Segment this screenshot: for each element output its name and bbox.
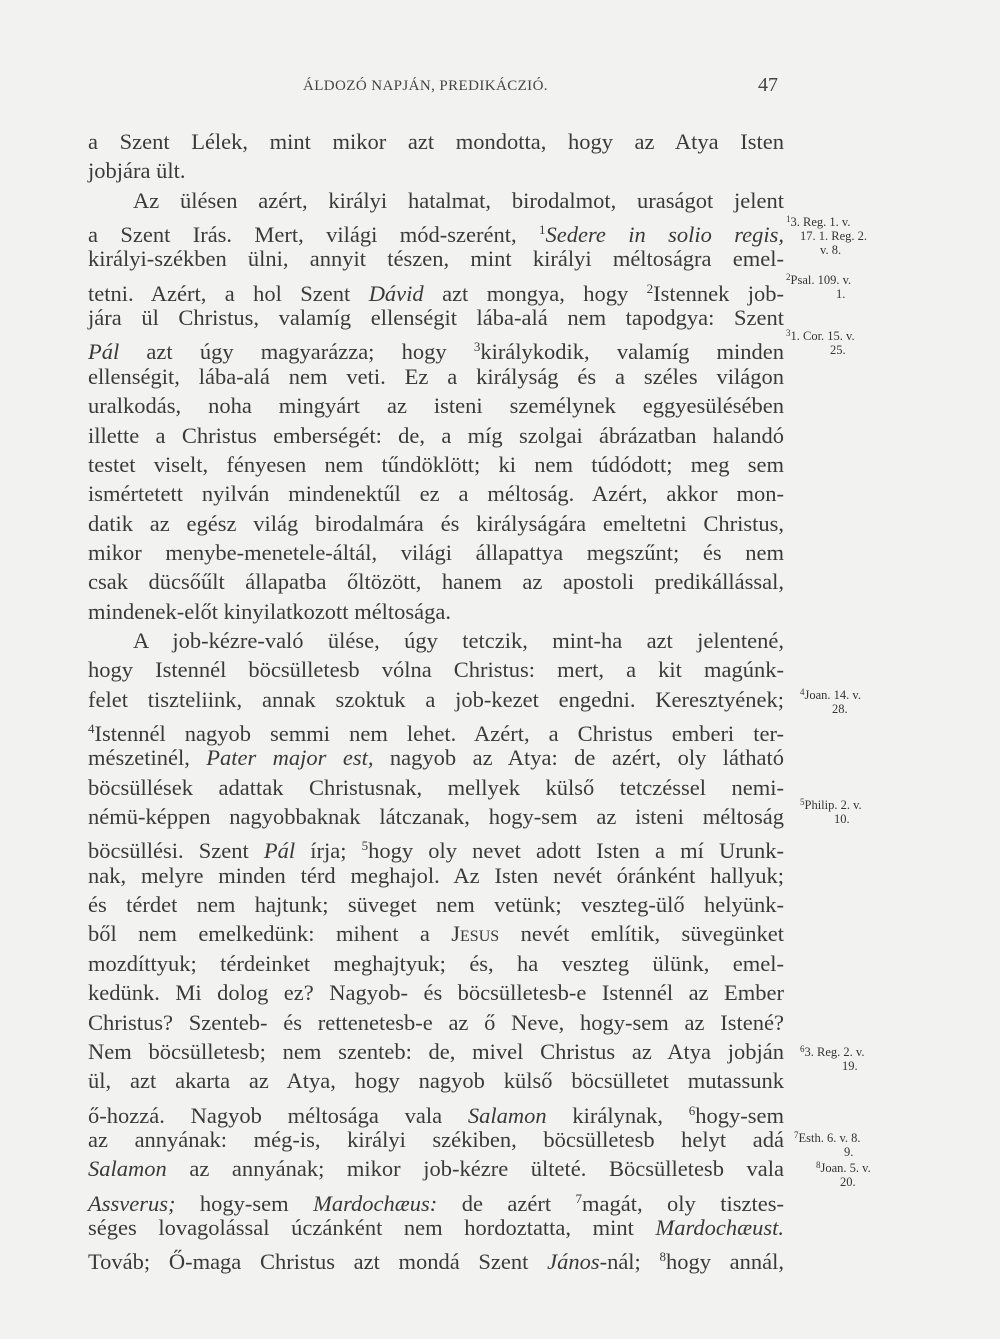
italic-text: Mardochæus:	[313, 1191, 438, 1216]
text-line	[88, 802, 784, 831]
text-line	[88, 1125, 784, 1154]
text-segment: hogy oly nevet adott Isten a mí Urunk-	[368, 838, 784, 863]
text-line	[88, 421, 784, 450]
text-line	[88, 1066, 784, 1095]
margin-note-6: $^6$3. Reg. 2. v. 19.	[800, 1044, 865, 1073]
text-segment: és térdet nem hajtunk; süveget nem vetünk; veszteg-ülő helyünk-	[88, 892, 784, 917]
text-segment: böcsüllési. Szent	[88, 838, 264, 863]
text-line	[88, 509, 784, 538]
text-line	[88, 156, 784, 185]
running-title: ÁLDOZÓ NAPJÁN, PREDIKÁCZIÓ.	[303, 78, 548, 94]
text-segment: hogy-sem	[695, 1103, 784, 1128]
margin-note-8: $^8$Joan. 5. v. 20.	[816, 1160, 871, 1189]
text-line	[88, 244, 784, 273]
text-segment: mészetinél,	[88, 745, 207, 770]
text-segment: Nem böcsülletesb; nem szenteb: de, mivel Christus az Atya jobján	[88, 1039, 784, 1064]
italic-text: Dávid	[368, 281, 424, 306]
footnote-marker: 6	[688, 1103, 696, 1118]
text-segment: mindenek-előt kinyilatkozott méltosága.	[88, 599, 452, 624]
text-line	[88, 714, 784, 746]
italic-text: János	[547, 1249, 600, 1274]
footnote-marker: 4	[88, 721, 95, 736]
text-segment: séges lovagolással úczánként nem hordoztatta, mint	[88, 1215, 656, 1240]
text-line	[88, 597, 784, 626]
margin-note-1: $^1$3. Reg. 1. v. 17. 1. Reg. 2. v. 8.	[786, 214, 868, 257]
italic-text: Assverus;	[88, 1191, 176, 1216]
text-segment: Istennél nagyob semmi nem lehet. Azért, a Christus emberi ter-	[94, 721, 784, 746]
text-line	[88, 949, 784, 978]
text-line	[88, 450, 784, 479]
text-line	[88, 127, 784, 156]
text-segment: Jesus	[451, 921, 500, 946]
text-segment: azt mongya, hogy	[423, 281, 647, 306]
text-line	[88, 919, 784, 948]
text-line	[88, 303, 784, 332]
text-line	[88, 567, 784, 596]
text-segment: a Szent Lélek, mint mikor azt mondotta, hogy az Atya Isten	[88, 129, 784, 154]
text-line	[133, 186, 784, 215]
footnote-marker: 8	[659, 1249, 666, 1264]
text-segment: tetni. Azért, a hol Szent	[88, 281, 369, 306]
footnote-marker: 7	[575, 1191, 583, 1206]
text-segment: kedünk. Mi dolog ez? Nagyob- és böcsülletesb-e Istennél az Ember	[88, 980, 784, 1005]
italic-text: Pál	[263, 838, 296, 863]
italic-text: Pater major est,	[206, 745, 374, 770]
text-line	[88, 538, 784, 567]
text-segment: királynak,	[546, 1103, 689, 1128]
text-line	[88, 479, 784, 508]
text-line	[88, 685, 784, 714]
text-segment: királyi-székben ülni, annyit tészen, mint királyi méltoságra emel-	[88, 246, 784, 271]
text-line	[88, 274, 784, 306]
text-segment: -nál;	[599, 1249, 660, 1274]
italic-text: Salamon	[88, 1156, 167, 1181]
text-segment: Továb; Ő-maga Christus azt mondá Szent	[88, 1249, 548, 1274]
text-segment: de azért	[437, 1191, 576, 1216]
margin-note-2: $^2$Psal. 109. v. 1.	[786, 272, 852, 301]
text-segment: Istennek job-	[653, 281, 784, 306]
text-segment: írja;	[295, 838, 362, 863]
text-line	[88, 743, 784, 772]
italic-text: Pál	[88, 339, 120, 364]
text-segment: böcsüllések adattak Christusnak, mellyek külső tetczéssel nemi-	[88, 775, 784, 800]
margin-note-4: $^4$Joan. 14. v. 28.	[800, 687, 861, 716]
text-segment: az annyának; mikor job-kézre ülteté. Böcsülletesb vala	[166, 1156, 784, 1181]
text-line	[88, 362, 784, 391]
text-line	[88, 1242, 784, 1274]
text-line	[88, 773, 784, 802]
text-segment: mozdíttyuk; térdeinket meghajtyuk; és, ha veszteg ülünk, emel-	[88, 951, 784, 976]
text-segment: hogy Istennél böcsülletesb vólna Christus: mert, a kit magúnk-	[88, 657, 784, 682]
text-segment: nevét említik, süvegünket	[499, 921, 784, 946]
text-line	[88, 332, 785, 364]
text-segment: datik az egész világ birodalmára és királyságára emeltetni Christus,	[88, 511, 784, 536]
text-line	[88, 861, 784, 890]
text-segment: mikor menybe-menetele-áltál, világi állapattya megszűnt; és nem	[88, 540, 784, 565]
text-segment: az annyának: még-is, királyi székiben, böcsülletesb helyt adá	[88, 1127, 784, 1152]
text-segment: csak dücsőűlt állapatba őltözött, hanem az apostoli predikállással,	[88, 569, 784, 594]
text-line	[88, 655, 784, 684]
text-line	[88, 890, 784, 919]
text-segment: némü-képpen nagyobbaknak látczanak, hogy-sem az isteni méltoság	[88, 804, 784, 829]
text-line	[88, 1037, 784, 1066]
text-segment: ellenségit, lába-alá nem veti. Ez a királyság és a széles világon	[88, 364, 784, 389]
text-line	[88, 831, 784, 863]
text-segment: ből nem emelkedünk: mihent a	[88, 921, 452, 946]
text-segment: királykodik, valamíg minden	[480, 339, 785, 364]
text-segment: ül, azt akarta az Atya, hogy nagyob külső böcsülletet mutassunk	[88, 1068, 784, 1093]
footnote-marker: 1	[538, 222, 546, 237]
text-segment: ő-hozzá. Nagyob méltosága vala	[88, 1103, 468, 1128]
text-segment: Az ülésen azért, királyi hatalmat, birodalmot, uraságot jelent	[133, 188, 784, 213]
text-line	[88, 978, 784, 1007]
page-number: 47	[758, 74, 778, 96]
footnote-marker: 5	[361, 838, 369, 853]
text-segment: felet tiszteliink, annak szoktuk a job-kezet engedni. Keresztyének;	[88, 687, 784, 712]
text-line	[88, 1213, 784, 1242]
italic-text: Mardochæust.	[655, 1215, 784, 1240]
text-line	[88, 1096, 784, 1128]
text-segment: A job-kézre-való ülése, úgy tetczik, mint-ha azt jelentené,	[133, 628, 784, 653]
text-line	[88, 1008, 784, 1037]
text-segment: hogy-sem	[175, 1191, 314, 1216]
text-line	[88, 1154, 784, 1183]
text-segment: uralkodás, noha mingyárt az isteni személynek eggyesülésében	[88, 393, 784, 418]
text-line	[88, 1184, 784, 1216]
text-segment: magát, oly tisztes-	[582, 1191, 784, 1216]
text-segment: hogy annál,	[665, 1249, 784, 1274]
text-segment: Christus? Szenteb- és rettenetesb-e az ő Neve, hogy-sem az Istené?	[88, 1010, 784, 1035]
footnote-marker: 2	[646, 281, 654, 296]
text-segment: ismértetett nyilván mindenektűl ez a méltoság. Azért, akkor mon-	[88, 481, 784, 506]
text-segment: jobjára ült.	[88, 158, 186, 183]
margin-note-5: $^5$Philip. 2. v. 10.	[800, 797, 862, 826]
text-segment: jára ül Christus, valamíg ellenségit lába-alá nem tapodgya: Szent	[88, 305, 784, 330]
footnote-marker: 3	[473, 339, 481, 354]
text-segment: a Szent Irás. Mert, világi mód-szerént,	[88, 222, 539, 247]
text-segment: illette a Christus emberségét: de, a míg szolgai ábrázatban halandó	[88, 423, 784, 448]
text-line	[88, 391, 784, 420]
text-segment: testet viselt, fényesen nem tűndöklött; ki nem túdódott; meg sem	[88, 452, 784, 477]
italic-text: Salamon	[467, 1103, 547, 1128]
margin-note-7: $^7$Esth. 6. v. 8. 9.	[794, 1130, 861, 1159]
text-line	[88, 215, 784, 247]
margin-note-3: $^3$1. Cor. 15. v. 25.	[786, 328, 855, 357]
text-segment: azt úgy magyarázza; hogy	[119, 339, 474, 364]
text-line	[133, 626, 784, 655]
text-segment: nagyob az Atya: de azért, oly látható	[373, 745, 784, 770]
italic-text: Sedere in solio regis,	[545, 222, 784, 247]
text-segment: nak, melyre minden térd meghajol. Az Isten nevét óránként hallyuk;	[88, 863, 784, 888]
